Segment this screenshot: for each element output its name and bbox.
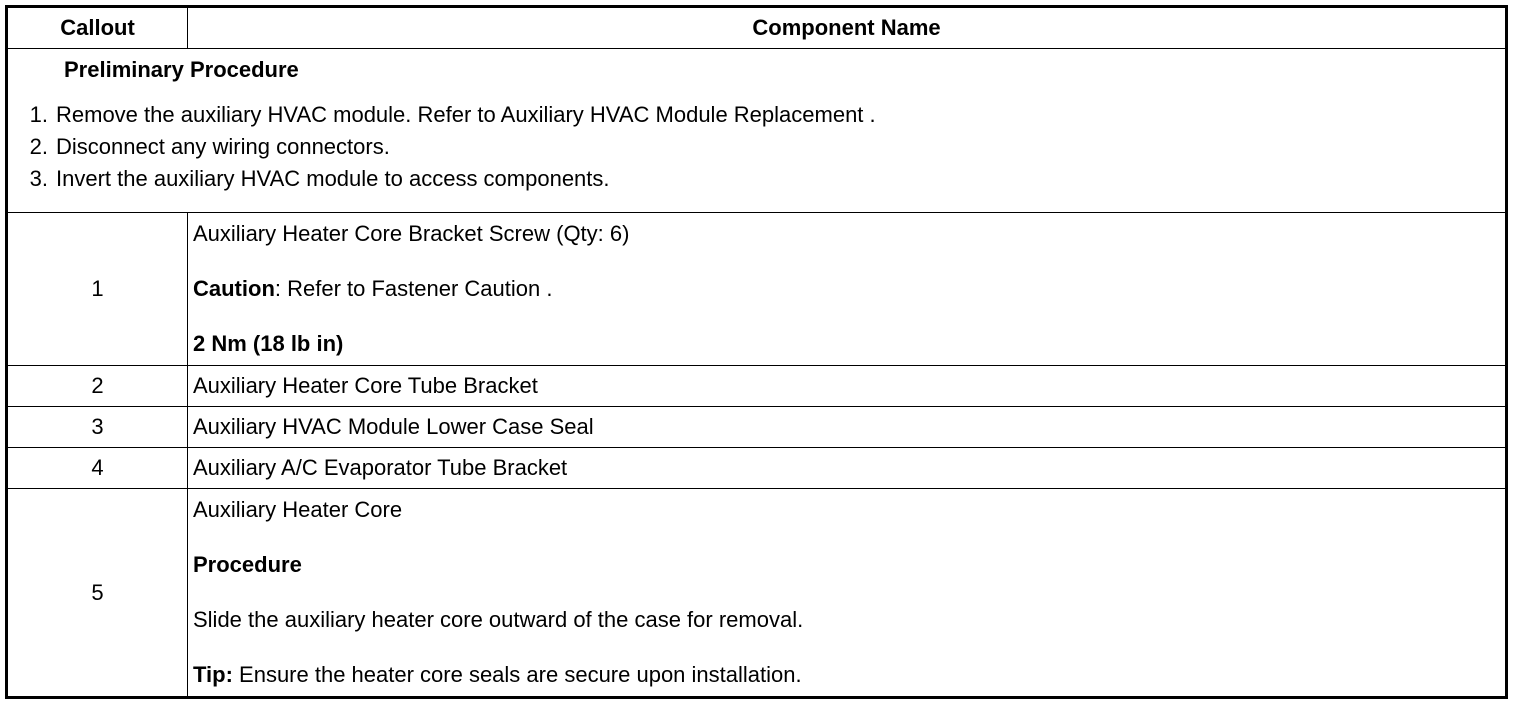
step-number: 1. — [29, 102, 48, 127]
callout-number: 5 — [8, 489, 188, 697]
component-name: Auxiliary Heater Core — [193, 497, 403, 522]
component-name: Auxiliary Heater Core Tube Bracket — [188, 366, 1506, 407]
tip-label: Tip: — [193, 662, 233, 687]
tip-note — [193, 662, 1505, 688]
component-cell — [188, 213, 1506, 366]
callout-number: 1 — [8, 213, 188, 366]
table-row — [8, 213, 1506, 366]
preliminary-step — [8, 131, 1505, 163]
procedure-text: Slide the auxiliary heater core outward of the case for removal. — [193, 607, 804, 632]
preliminary-steps — [8, 99, 1505, 195]
caution-note — [193, 276, 1505, 302]
step-text: Invert the auxiliary HVAC module to access components. — [56, 166, 610, 191]
component-table-frame — [5, 5, 1508, 699]
component-name: Auxiliary HVAC Module Lower Case Seal — [188, 407, 1506, 448]
caution-label: Caution — [193, 276, 275, 301]
header-component-name: Component Name — [188, 8, 1506, 49]
torque-spec: 2 Nm (18 lb in) — [193, 331, 344, 356]
step-text: Remove the auxiliary HVAC module. Refer to Auxiliary HVAC Module Replacement . — [56, 102, 876, 127]
tip-text: Ensure the heater core seals are secure upon installation. — [232, 662, 802, 687]
component-table — [7, 7, 1506, 697]
preliminary-procedure — [8, 49, 1506, 213]
step-text: Disconnect any wiring connectors. — [56, 134, 390, 159]
caution-text: : Refer to Fastener Caution . — [274, 276, 553, 301]
step-number: 3. — [29, 166, 48, 191]
preliminary-title: Preliminary Procedure — [64, 57, 299, 82]
callout-number: 3 — [8, 407, 188, 448]
component-cell — [188, 489, 1506, 697]
callout-number: 2 — [8, 366, 188, 407]
table-row — [8, 366, 1506, 407]
callout-number: 4 — [8, 448, 188, 489]
table-header-row — [8, 8, 1506, 49]
table-row — [8, 448, 1506, 489]
step-number: 2. — [29, 134, 48, 159]
component-name: Auxiliary Heater Core Bracket Screw (Qty: 6) — [193, 221, 630, 246]
preliminary-step — [8, 163, 1505, 195]
table-row — [8, 489, 1506, 697]
table-row — [8, 407, 1506, 448]
preliminary-step — [8, 99, 1505, 131]
header-callout: Callout — [8, 8, 188, 49]
preliminary-row — [8, 49, 1506, 213]
component-name: Auxiliary A/C Evaporator Tube Bracket — [188, 448, 1506, 489]
procedure-label: Procedure — [193, 552, 302, 577]
